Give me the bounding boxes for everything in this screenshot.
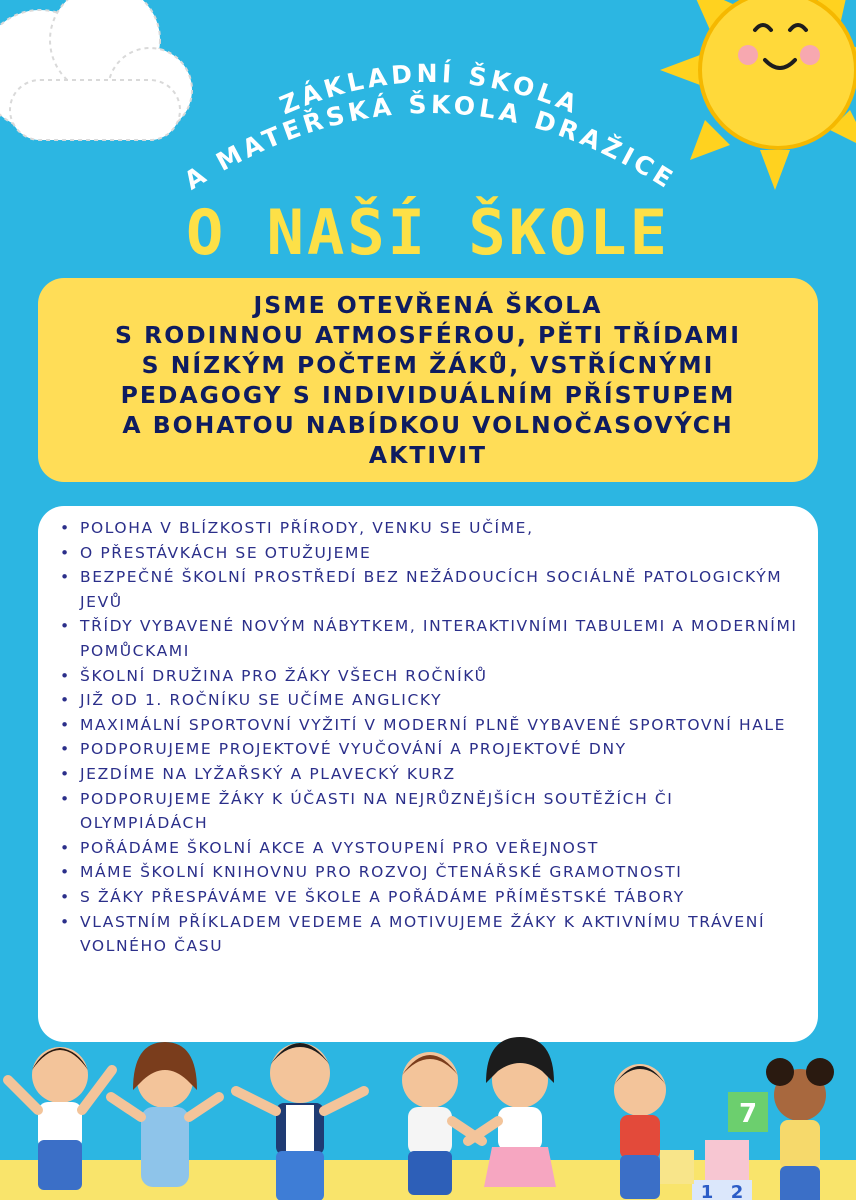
block-label-1: 1 [700, 1182, 714, 1200]
bullet-icon: • [60, 764, 71, 783]
list-item-text: ŠKOLNÍ DRUŽINA PRO ŽÁKY VŠECH ROČNÍKŮ [80, 666, 488, 685]
block-label-2: 2 [730, 1182, 744, 1200]
bullet-icon: • [60, 715, 71, 734]
school-name-line-2: A MATEŘSKÁ ŠKOLA DRAŽICE [179, 89, 681, 196]
bullet-icon: • [60, 789, 71, 808]
list-item [60, 860, 804, 885]
list-item-text: JIŽ OD 1. ROČNÍKU SE UČÍME ANGLICKY [80, 691, 443, 710]
list-item [60, 737, 804, 762]
number-blocks [660, 1092, 768, 1200]
bullet-icon: • [60, 912, 71, 931]
page-title: O NAŠÍ ŠKOLE [186, 196, 670, 269]
intro-text: JSME OTEVŘENÁ ŠKOLA S RODINNOU ATMOSFÉROU, PĚTI TŘÍDAMI S NÍZKÝM POČTEM ŽÁKŮ, VSTŘÍCNÝMI PEDAGOGY S INDIVIDUÁLNÍM PŘÍSTUPEM A BOHATOU NABÍDKOU VOLNOČASOVÝCH AKTIVIT [115, 291, 741, 469]
school-name-line-1: ZÁKLADNÍ ŠKOLA [275, 58, 585, 121]
list-item [60, 787, 804, 836]
list-item [60, 910, 804, 959]
children-illustration [0, 1030, 856, 1200]
bullet-icon: • [60, 838, 71, 857]
list-item [60, 713, 804, 738]
list-item-text: MAXIMÁLNÍ SPORTOVNÍ VYŽITÍ V MODERNÍ PLNĚ VYBAVENÉ SPORTOVNÍ HALE [80, 715, 787, 734]
bullet-icon: • [60, 543, 71, 562]
block-label-7: 7 [738, 1099, 758, 1129]
bullet-icon: • [60, 691, 71, 710]
bullet-icon: • [60, 863, 71, 882]
list-item [60, 664, 804, 689]
features-list [60, 516, 804, 959]
list-item-text: TŘÍDY VYBAVENÉ NOVÝM NÁBYTKEM, INTERAKTIVNÍMI TABULEMI A MODERNÍMI POMŮCKAMI [80, 617, 798, 660]
bullet-icon: • [60, 617, 71, 636]
list-item [60, 565, 804, 614]
list-item [60, 836, 804, 861]
list-item-text: BEZPEČNÉ ŠKOLNÍ PROSTŘEDÍ BEZ NEŽÁDOUCÍCH SOCIÁLNĚ PATOLOGICKÝM JEVŮ [80, 568, 783, 611]
bullet-icon: • [60, 519, 71, 537]
list-item [60, 885, 804, 910]
list-item [60, 762, 804, 787]
list-item-text: S ŽÁKY PŘESPÁVÁME VE ŠKOLE A POŘÁDÁME PŘÍMĚSTSKÉ TÁBORY [80, 887, 685, 906]
list-item-text: MÁME ŠKOLNÍ KNIHOVNU PRO ROZVOJ ČTENÁŘSKÉ GRAMOTNOSTI [80, 863, 683, 882]
list-item-text: PODPORUJEME ŽÁKY K ÚČASTI NA NEJRŮZNĚJŠÍCH SOUTĚŽÍCH ČI OLYMPIÁDÁCH [80, 789, 674, 833]
bullet-icon: • [60, 568, 71, 587]
list-item-text: O PŘESTÁVKÁCH SE OTUŽUJEME [80, 543, 372, 562]
bullet-icon: • [60, 740, 71, 759]
list-item [60, 614, 804, 663]
list-item [60, 541, 804, 566]
list-item-text: POŘÁDÁME ŠKOLNÍ AKCE A VYSTOUPENÍ PRO VEŘEJNOST [80, 838, 599, 857]
bullet-icon: • [60, 666, 71, 685]
list-item [60, 688, 804, 713]
school-name-arc [140, 40, 720, 220]
list-item-text: PODPORUJEME PROJEKTOVÉ VYUČOVÁNÍ A PROJEKTOVÉ DNY [80, 740, 627, 759]
bullet-icon: • [60, 887, 71, 906]
list-item-text: JEZDÍME NA LYŽAŘSKÝ A PLAVECKÝ KURZ [80, 764, 456, 783]
features-panel [38, 506, 818, 1042]
list-item-text: POLOHA V BLÍZKOSTI PŘÍRODY, VENKU SE UČÍME, [80, 519, 534, 537]
intro-panel [38, 278, 818, 482]
list-item [60, 516, 804, 541]
list-item-text: VLASTNÍM PŘÍKLADEM VEDEME A MOTIVUJEME ŽÁKY K AKTIVNÍMU TRÁVENÍ VOLNÉHO ČASU [80, 912, 766, 956]
